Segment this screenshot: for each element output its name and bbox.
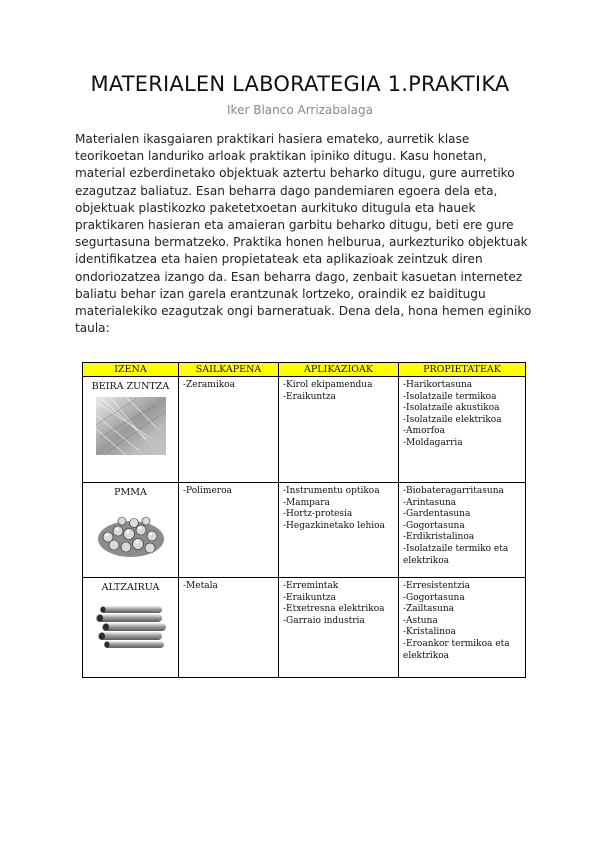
properties-cell	[399, 483, 526, 578]
list-item: -Moldagarria	[403, 437, 463, 448]
list-item: -Amorfoa	[403, 426, 445, 437]
classification-text: -Polimeroa	[183, 486, 232, 496]
list-item: -Biobateragarritasuna	[403, 486, 504, 496]
list-item: -Kirol ekipamendua	[283, 380, 373, 390]
applications-cell	[279, 483, 399, 578]
table-row	[83, 578, 526, 678]
header-sailkapena: SAILKAPENA	[179, 363, 279, 377]
header-aplikazioak: APLIKAZIOAK	[279, 363, 399, 377]
applications-cell	[279, 377, 399, 483]
list-item: -Zailtasuna	[403, 604, 454, 615]
material-name: BEIRA ZUNTZA	[91, 381, 170, 392]
pmma-pellets-photo-icon	[96, 503, 166, 561]
material-name-cell	[83, 483, 179, 578]
list-item: -Gogortasuna	[403, 520, 465, 531]
list-item: -Isolatzaile akustikoa	[403, 403, 500, 414]
list-item: -Erdikristalinoa	[403, 532, 475, 543]
list-item: -Garraio industria	[283, 615, 365, 626]
list-item: -Hortz-protesia	[283, 509, 353, 520]
list-item: -Mampara	[283, 497, 330, 508]
list-item: -Etxetresna elektrikoa	[283, 604, 385, 615]
properties-cell	[399, 377, 526, 483]
classification-cell	[179, 377, 279, 483]
properties-cell	[399, 578, 526, 678]
list-item: -Eroankor termikoa eta elektrikoa	[403, 638, 510, 661]
list-item: -Arintasuna	[403, 497, 457, 508]
list-item: -Eraikuntza	[283, 592, 336, 603]
list-item: -Isolatzaile termiko eta elektrikoa	[403, 543, 509, 566]
classification-text: -Metala	[183, 581, 218, 591]
applications-cell	[279, 578, 399, 678]
classification-text: -Zeramikoa	[183, 380, 235, 390]
steel-pipes-photo-icon	[96, 598, 166, 656]
table-row	[83, 483, 526, 578]
list-item: -Isolatzaile elektrikoa	[403, 414, 502, 425]
material-name: PMMA	[114, 487, 147, 498]
list-item: -Harikortasuna	[403, 380, 473, 390]
material-name: ALTZAIRUA	[101, 582, 160, 593]
list-item: -Erremintak	[283, 581, 339, 591]
material-name-cell	[83, 377, 179, 483]
header-propietateak: PROPIETATEAK	[399, 363, 526, 377]
list-item: -Hegazkinetako lehioa	[283, 520, 385, 531]
document-author: Iker Blanco Arrizabalaga	[227, 103, 373, 117]
list-item: -Kristalinoa	[403, 627, 456, 638]
header-izena: IZENA	[83, 363, 179, 377]
classification-cell	[179, 578, 279, 678]
materials-table	[82, 362, 526, 678]
intro-paragraph: Materialen ikasgaiaren praktikari hasiera emateko, aurretik klase teorikoetan landuriko arloak praktikan ipiniko ditugu. Kasu honetan, material ezberdinetako objektuak aztertu beharko ditugu, gure aurretiko ezagutzaz baliatuz. Esan beharra dago pandemiaren egoera dela eta, objektuak plastikozko paketetxoetan aurkituko ditugula eta hauek praktikaren hasieran eta amaieran garbitu beharko ditugu, beti ere gure segurtasuna bermatzeko. Praktika honen helburua, aurkezturiko objektuak identifikatzea eta haien propietateak eta aplikazioak zeintzuk diren ondoriozatzea izango da. Esan beharra dago, zenbait kasuetan internetez baliatu behar izan garela erantzunak lortzeko, oraindik ez baiditugu materialekiko ezagutzak ongi barneratuak. Dena dela, hona hemen eginiko taula:	[75, 132, 532, 336]
classification-cell	[179, 483, 279, 578]
list-item: -Instrumentu optikoa	[283, 486, 380, 496]
list-item: -Isolatzaile termikoa	[403, 391, 497, 402]
list-item: -Erresistentzia	[403, 581, 470, 591]
list-item: -Eraikuntza	[283, 391, 336, 402]
list-item: -Gogortasuna	[403, 592, 465, 603]
glass-fiber-photo-icon	[96, 397, 166, 455]
table-header-row	[83, 363, 526, 377]
material-name-cell	[83, 578, 179, 678]
list-item: -Astuna	[403, 615, 438, 626]
table-row	[83, 377, 526, 483]
list-item: -Gardentasuna	[403, 509, 471, 520]
document-title: MATERIALEN LABORATEGIA 1.PRAKTIKA	[90, 72, 510, 96]
